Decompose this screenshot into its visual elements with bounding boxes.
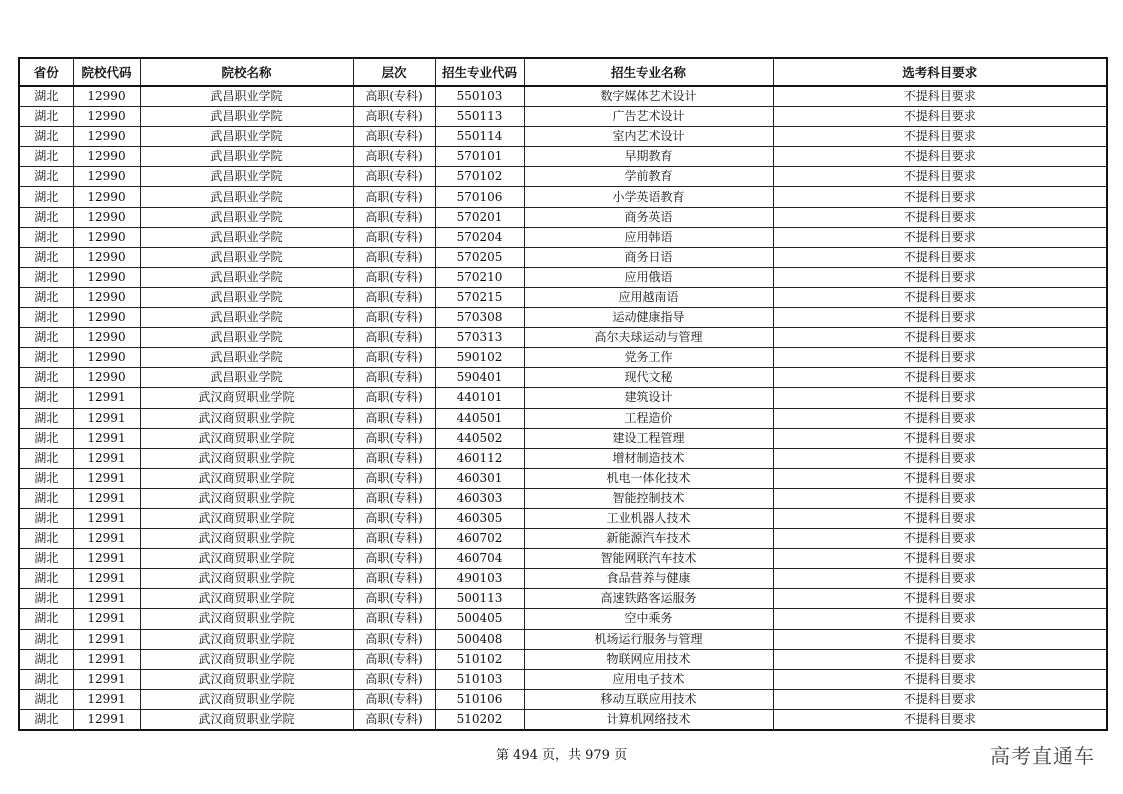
cell-subject-requirement: 不提科目要求	[773, 86, 1107, 107]
cell-province: 湖北	[19, 207, 73, 227]
cell-subject-requirement: 不提科目要求	[773, 287, 1107, 307]
cell-major-code: 500405	[435, 609, 524, 629]
table-row	[19, 207, 1107, 227]
cell-major-code: 460301	[435, 468, 524, 488]
table-row	[19, 689, 1107, 709]
table-row	[19, 328, 1107, 348]
cell-school-name: 武昌职业学院	[140, 368, 353, 388]
cell-major-name: 早期教育	[524, 147, 773, 167]
cell-school-code: 12990	[73, 86, 140, 107]
cell-major-name: 学前教育	[524, 167, 773, 187]
page-footer	[0, 744, 1123, 763]
cell-major-name: 增材制造技术	[524, 448, 773, 468]
cell-subject-requirement: 不提科目要求	[773, 508, 1107, 528]
cell-school-code: 12990	[73, 328, 140, 348]
cell-school-name: 武汉商贸职业学院	[140, 689, 353, 709]
table-row	[19, 669, 1107, 689]
cell-major-code: 440501	[435, 408, 524, 428]
cell-province: 湖北	[19, 287, 73, 307]
header-level: 层次	[353, 58, 435, 86]
cell-major-name: 移动互联应用技术	[524, 689, 773, 709]
cell-subject-requirement: 不提科目要求	[773, 448, 1107, 468]
cell-major-name: 物联网应用技术	[524, 649, 773, 669]
cell-province: 湖北	[19, 267, 73, 287]
cell-subject-requirement: 不提科目要求	[773, 549, 1107, 569]
cell-school-code: 12991	[73, 689, 140, 709]
cell-school-code: 12991	[73, 549, 140, 569]
cell-subject-requirement: 不提科目要求	[773, 348, 1107, 368]
cell-subject-requirement: 不提科目要求	[773, 408, 1107, 428]
table-row	[19, 308, 1107, 328]
cell-major-name: 党务工作	[524, 348, 773, 368]
cell-level: 高职(专科)	[353, 629, 435, 649]
cell-school-code: 12991	[73, 468, 140, 488]
cell-province: 湖北	[19, 448, 73, 468]
cell-level: 高职(专科)	[353, 508, 435, 528]
cell-school-name: 武昌职业学院	[140, 86, 353, 107]
cell-level: 高职(专科)	[353, 448, 435, 468]
cell-school-code: 12990	[73, 227, 140, 247]
cell-school-code: 12991	[73, 408, 140, 428]
cell-school-code: 12991	[73, 589, 140, 609]
cell-major-name: 建设工程管理	[524, 428, 773, 448]
cell-subject-requirement: 不提科目要求	[773, 629, 1107, 649]
cell-school-name: 武昌职业学院	[140, 127, 353, 147]
cell-subject-requirement: 不提科目要求	[773, 709, 1107, 730]
cell-province: 湖北	[19, 508, 73, 528]
cell-school-name: 武昌职业学院	[140, 167, 353, 187]
cell-subject-requirement: 不提科目要求	[773, 127, 1107, 147]
cell-school-code: 12990	[73, 167, 140, 187]
cell-school-name: 武汉商贸职业学院	[140, 609, 353, 629]
cell-school-name: 武昌职业学院	[140, 227, 353, 247]
cell-school-name: 武昌职业学院	[140, 107, 353, 127]
page-number-text: 第 494 页，共 979 页	[495, 748, 628, 763]
cell-level: 高职(专科)	[353, 689, 435, 709]
cell-major-name: 智能网联汽车技术	[524, 549, 773, 569]
cell-school-name: 武汉商贸职业学院	[140, 569, 353, 589]
cell-school-code: 12991	[73, 428, 140, 448]
table-row	[19, 388, 1107, 408]
cell-subject-requirement: 不提科目要求	[773, 609, 1107, 629]
cell-level: 高职(专科)	[353, 428, 435, 448]
cell-province: 湖北	[19, 468, 73, 488]
cell-major-name: 食品营养与健康	[524, 569, 773, 589]
table-row	[19, 549, 1107, 569]
cell-major-name: 新能源汽车技术	[524, 529, 773, 549]
cell-school-name: 武昌职业学院	[140, 348, 353, 368]
cell-province: 湖北	[19, 408, 73, 428]
header-province: 省份	[19, 58, 73, 86]
cell-province: 湖北	[19, 147, 73, 167]
cell-school-name: 武昌职业学院	[140, 247, 353, 267]
cell-school-name: 武昌职业学院	[140, 328, 353, 348]
cell-school-code: 12991	[73, 388, 140, 408]
cell-subject-requirement: 不提科目要求	[773, 308, 1107, 328]
cell-major-name: 应用俄语	[524, 267, 773, 287]
watermark-logo-text: 高考直通车	[990, 744, 1095, 768]
table-row	[19, 348, 1107, 368]
cell-province: 湖北	[19, 488, 73, 508]
cell-school-code: 12990	[73, 247, 140, 267]
cell-school-code: 12991	[73, 649, 140, 669]
cell-level: 高职(专科)	[353, 207, 435, 227]
cell-level: 高职(专科)	[353, 529, 435, 549]
cell-subject-requirement: 不提科目要求	[773, 328, 1107, 348]
cell-province: 湖北	[19, 569, 73, 589]
cell-major-code: 490103	[435, 569, 524, 589]
cell-major-name: 商务日语	[524, 247, 773, 267]
cell-school-name: 武汉商贸职业学院	[140, 408, 353, 428]
cell-province: 湖北	[19, 589, 73, 609]
cell-school-code: 12990	[73, 187, 140, 207]
cell-school-code: 12991	[73, 448, 140, 468]
cell-subject-requirement: 不提科目要求	[773, 107, 1107, 127]
cell-major-name: 运动健康指导	[524, 308, 773, 328]
cell-major-code: 510202	[435, 709, 524, 730]
cell-school-code: 12990	[73, 207, 140, 227]
cell-level: 高职(专科)	[353, 468, 435, 488]
cell-province: 湖北	[19, 247, 73, 267]
cell-subject-requirement: 不提科目要求	[773, 589, 1107, 609]
cell-school-code: 12991	[73, 669, 140, 689]
table-row	[19, 709, 1107, 730]
cell-major-code: 550114	[435, 127, 524, 147]
cell-major-code: 570204	[435, 227, 524, 247]
cell-major-code: 590102	[435, 348, 524, 368]
header-major-name: 招生专业名称	[524, 58, 773, 86]
cell-major-code: 570201	[435, 207, 524, 227]
cell-major-name: 应用越南语	[524, 287, 773, 307]
cell-subject-requirement: 不提科目要求	[773, 267, 1107, 287]
cell-level: 高职(专科)	[353, 287, 435, 307]
cell-major-code: 550113	[435, 107, 524, 127]
cell-school-name: 武汉商贸职业学院	[140, 589, 353, 609]
table-row	[19, 86, 1107, 107]
cell-school-name: 武汉商贸职业学院	[140, 468, 353, 488]
cell-major-code: 500408	[435, 629, 524, 649]
cell-province: 湖北	[19, 428, 73, 448]
cell-major-name: 高尔夫球运动与管理	[524, 328, 773, 348]
cell-level: 高职(专科)	[353, 86, 435, 107]
table-row	[19, 508, 1107, 528]
cell-major-name: 智能控制技术	[524, 488, 773, 508]
cell-major-name: 计算机网络技术	[524, 709, 773, 730]
cell-major-name: 机电一体化技术	[524, 468, 773, 488]
cell-school-name: 武汉商贸职业学院	[140, 549, 353, 569]
cell-level: 高职(专科)	[353, 227, 435, 247]
cell-province: 湖北	[19, 649, 73, 669]
cell-major-name: 建筑设计	[524, 388, 773, 408]
admissions-table	[18, 57, 1108, 731]
table-row	[19, 107, 1107, 127]
table-row	[19, 488, 1107, 508]
header-school-name: 院校名称	[140, 58, 353, 86]
cell-major-code: 460702	[435, 529, 524, 549]
cell-level: 高职(专科)	[353, 609, 435, 629]
cell-subject-requirement: 不提科目要求	[773, 368, 1107, 388]
cell-level: 高职(专科)	[353, 589, 435, 609]
cell-level: 高职(专科)	[353, 488, 435, 508]
header-row	[19, 58, 1107, 86]
cell-major-code: 440101	[435, 388, 524, 408]
table-row	[19, 649, 1107, 669]
table-row	[19, 368, 1107, 388]
cell-major-name: 工程造价	[524, 408, 773, 428]
cell-level: 高职(专科)	[353, 709, 435, 730]
header-subject-requirement: 选考科目要求	[773, 58, 1107, 86]
cell-province: 湖北	[19, 348, 73, 368]
cell-school-name: 武汉商贸职业学院	[140, 629, 353, 649]
cell-school-name: 武昌职业学院	[140, 308, 353, 328]
table-row	[19, 287, 1107, 307]
cell-subject-requirement: 不提科目要求	[773, 689, 1107, 709]
cell-province: 湖北	[19, 709, 73, 730]
cell-subject-requirement: 不提科目要求	[773, 569, 1107, 589]
cell-province: 湖北	[19, 388, 73, 408]
table-row	[19, 247, 1107, 267]
cell-school-code: 12991	[73, 529, 140, 549]
cell-subject-requirement: 不提科目要求	[773, 529, 1107, 549]
cell-province: 湖北	[19, 86, 73, 107]
cell-school-code: 12991	[73, 709, 140, 730]
table-row	[19, 408, 1107, 428]
cell-school-name: 武昌职业学院	[140, 267, 353, 287]
cell-major-code: 570101	[435, 147, 524, 167]
cell-level: 高职(专科)	[353, 388, 435, 408]
cell-subject-requirement: 不提科目要求	[773, 428, 1107, 448]
cell-school-code: 12990	[73, 267, 140, 287]
table-row	[19, 147, 1107, 167]
cell-level: 高职(专科)	[353, 408, 435, 428]
table-body	[19, 86, 1107, 730]
table-row	[19, 529, 1107, 549]
cell-major-name: 广告艺术设计	[524, 107, 773, 127]
cell-subject-requirement: 不提科目要求	[773, 207, 1107, 227]
cell-province: 湖北	[19, 609, 73, 629]
cell-school-name: 武汉商贸职业学院	[140, 529, 353, 549]
table-row	[19, 227, 1107, 247]
cell-province: 湖北	[19, 669, 73, 689]
cell-school-name: 武昌职业学院	[140, 287, 353, 307]
header-school-code: 院校代码	[73, 58, 140, 86]
table-row	[19, 428, 1107, 448]
cell-level: 高职(专科)	[353, 147, 435, 167]
cell-major-name: 商务英语	[524, 207, 773, 227]
cell-school-code: 12991	[73, 609, 140, 629]
table-row	[19, 127, 1107, 147]
cell-level: 高职(专科)	[353, 549, 435, 569]
cell-major-code: 570215	[435, 287, 524, 307]
cell-major-name: 高速铁路客运服务	[524, 589, 773, 609]
cell-level: 高职(专科)	[353, 247, 435, 267]
cell-major-code: 570106	[435, 187, 524, 207]
table-header	[19, 58, 1107, 86]
cell-major-code: 510102	[435, 649, 524, 669]
cell-major-name: 现代文秘	[524, 368, 773, 388]
header-major-code: 招生专业代码	[435, 58, 524, 86]
cell-major-code: 460704	[435, 549, 524, 569]
cell-subject-requirement: 不提科目要求	[773, 187, 1107, 207]
table-row	[19, 267, 1107, 287]
cell-level: 高职(专科)	[353, 127, 435, 147]
cell-school-code: 12990	[73, 348, 140, 368]
cell-province: 湖北	[19, 629, 73, 649]
table-row	[19, 589, 1107, 609]
cell-school-name: 武汉商贸职业学院	[140, 508, 353, 528]
cell-level: 高职(专科)	[353, 267, 435, 287]
cell-province: 湖北	[19, 227, 73, 247]
cell-major-code: 440502	[435, 428, 524, 448]
cell-subject-requirement: 不提科目要求	[773, 669, 1107, 689]
cell-major-code: 570313	[435, 328, 524, 348]
cell-school-code: 12991	[73, 569, 140, 589]
cell-school-code: 12990	[73, 287, 140, 307]
table-row	[19, 167, 1107, 187]
cell-school-name: 武汉商贸职业学院	[140, 669, 353, 689]
table-row	[19, 569, 1107, 589]
table-row	[19, 629, 1107, 649]
table-row	[19, 609, 1107, 629]
cell-major-code: 570308	[435, 308, 524, 328]
cell-school-code: 12991	[73, 488, 140, 508]
cell-major-code: 590401	[435, 368, 524, 388]
table-row	[19, 187, 1107, 207]
cell-subject-requirement: 不提科目要求	[773, 227, 1107, 247]
cell-level: 高职(专科)	[353, 368, 435, 388]
cell-subject-requirement: 不提科目要求	[773, 167, 1107, 187]
cell-major-name: 应用韩语	[524, 227, 773, 247]
cell-province: 湖北	[19, 368, 73, 388]
cell-level: 高职(专科)	[353, 328, 435, 348]
cell-major-code: 460303	[435, 488, 524, 508]
cell-level: 高职(专科)	[353, 107, 435, 127]
cell-subject-requirement: 不提科目要求	[773, 247, 1107, 267]
cell-school-name: 武昌职业学院	[140, 187, 353, 207]
cell-province: 湖北	[19, 187, 73, 207]
cell-subject-requirement: 不提科目要求	[773, 468, 1107, 488]
cell-major-name: 机场运行服务与管理	[524, 629, 773, 649]
cell-level: 高职(专科)	[353, 308, 435, 328]
cell-school-code: 12990	[73, 127, 140, 147]
cell-school-name: 武汉商贸职业学院	[140, 388, 353, 408]
cell-major-code: 510106	[435, 689, 524, 709]
cell-school-code: 12990	[73, 308, 140, 328]
cell-major-code: 460305	[435, 508, 524, 528]
cell-subject-requirement: 不提科目要求	[773, 147, 1107, 167]
cell-school-code: 12991	[73, 629, 140, 649]
cell-major-name: 室内艺术设计	[524, 127, 773, 147]
cell-subject-requirement: 不提科目要求	[773, 649, 1107, 669]
cell-province: 湖北	[19, 167, 73, 187]
cell-province: 湖北	[19, 549, 73, 569]
cell-major-code: 510103	[435, 669, 524, 689]
cell-province: 湖北	[19, 689, 73, 709]
cell-school-code: 12990	[73, 368, 140, 388]
cell-level: 高职(专科)	[353, 649, 435, 669]
cell-province: 湖北	[19, 107, 73, 127]
cell-major-name: 空中乘务	[524, 609, 773, 629]
cell-school-code: 12990	[73, 147, 140, 167]
cell-school-name: 武汉商贸职业学院	[140, 649, 353, 669]
cell-school-code: 12991	[73, 508, 140, 528]
cell-major-name: 小学英语教育	[524, 187, 773, 207]
cell-major-code: 570102	[435, 167, 524, 187]
cell-level: 高职(专科)	[353, 669, 435, 689]
cell-level: 高职(专科)	[353, 187, 435, 207]
cell-subject-requirement: 不提科目要求	[773, 488, 1107, 508]
cell-school-name: 武昌职业学院	[140, 147, 353, 167]
cell-school-name: 武昌职业学院	[140, 207, 353, 227]
cell-major-code: 500113	[435, 589, 524, 609]
cell-major-code: 570205	[435, 247, 524, 267]
cell-province: 湖北	[19, 529, 73, 549]
cell-subject-requirement: 不提科目要求	[773, 388, 1107, 408]
cell-level: 高职(专科)	[353, 167, 435, 187]
cell-level: 高职(专科)	[353, 569, 435, 589]
cell-major-name: 数字媒体艺术设计	[524, 86, 773, 107]
cell-major-code: 570210	[435, 267, 524, 287]
cell-school-name: 武汉商贸职业学院	[140, 709, 353, 730]
cell-school-code: 12990	[73, 107, 140, 127]
cell-major-name: 应用电子技术	[524, 669, 773, 689]
cell-major-code: 460112	[435, 448, 524, 468]
cell-province: 湖北	[19, 328, 73, 348]
cell-school-name: 武汉商贸职业学院	[140, 428, 353, 448]
cell-school-name: 武汉商贸职业学院	[140, 448, 353, 468]
cell-province: 湖北	[19, 127, 73, 147]
cell-major-code: 550103	[435, 86, 524, 107]
cell-school-name: 武汉商贸职业学院	[140, 488, 353, 508]
table-row	[19, 448, 1107, 468]
cell-major-name: 工业机器人技术	[524, 508, 773, 528]
cell-level: 高职(专科)	[353, 348, 435, 368]
table-row	[19, 468, 1107, 488]
cell-province: 湖北	[19, 308, 73, 328]
